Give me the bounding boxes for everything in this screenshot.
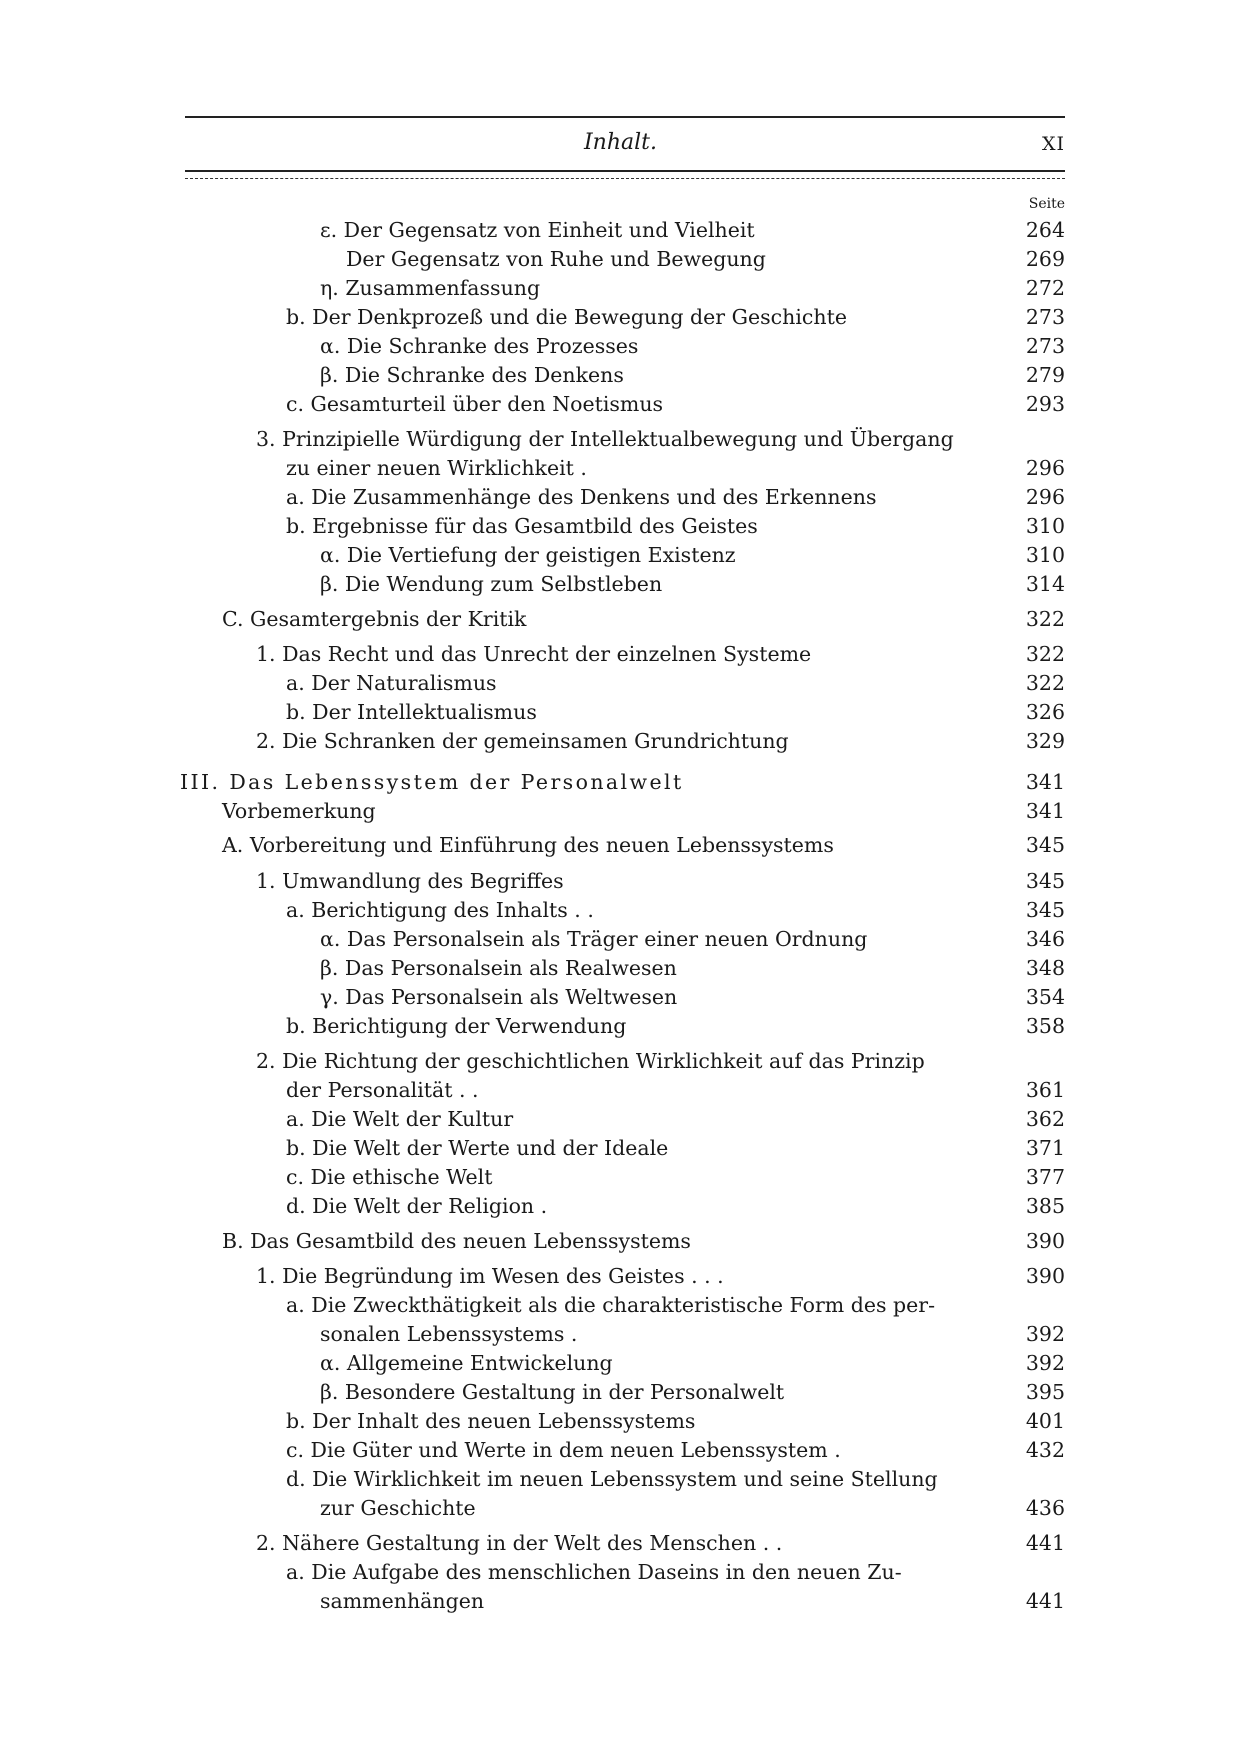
seite-label: Seite <box>1028 196 1065 212</box>
toc-entry <box>0 639 1241 669</box>
toc-entry <box>0 767 1241 797</box>
header-rule-top <box>185 116 1065 118</box>
toc-entry-page: 395 <box>1025 1380 1065 1404</box>
toc-entry-page: 358 <box>1025 1014 1065 1038</box>
toc-entry <box>0 1133 1241 1163</box>
toc-entry-page: 385 <box>1025 1194 1065 1218</box>
toc-entry <box>0 1046 1241 1076</box>
toc-entry <box>0 1557 1241 1587</box>
toc-entry-text: β. Besondere Gestaltung in der Personalwelt <box>320 1380 785 1404</box>
toc-entry-text: β. Das Personalsein als Realwesen <box>320 956 677 980</box>
toc-entry-text: β. Die Wendung zum Selbstleben <box>320 572 663 596</box>
toc-entry-text: b. Der Intellektualismus <box>286 700 537 724</box>
toc-entry <box>0 360 1241 390</box>
toc-entry <box>0 424 1241 454</box>
toc-entry-page: 354 <box>1025 985 1065 1009</box>
toc-entry-text: 3. Prinzipielle Würdigung der Intellektualbewegung und Übergang <box>256 427 954 451</box>
toc-entry-text: a. Der Naturalismus <box>286 671 497 695</box>
toc-entry-text: β. Die Schranke des Denkens <box>320 363 624 387</box>
toc-entry-text: der Personalität . . <box>286 1078 479 1102</box>
toc-entry <box>0 1226 1241 1256</box>
toc-entry-page: 348 <box>1025 956 1065 980</box>
toc-entry-text: a. Die Zusammenhänge des Denkens und des Erkennens <box>286 485 877 509</box>
toc-entry-page: 361 <box>1025 1078 1065 1102</box>
toc-entry-text: A. Vorbereitung und Einführung des neuen Lebenssystems <box>222 833 834 857</box>
toc-entry-text: α. Das Personalsein als Träger einer neuen Ordnung <box>320 927 868 951</box>
toc-entry-page: 269 <box>1025 247 1065 271</box>
toc-entry-text: 2. Nähere Gestaltung in der Welt des Menschen . . <box>256 1531 783 1555</box>
toc-entry <box>0 1493 1241 1523</box>
toc-entry-text: a. Die Welt der Kultur <box>286 1107 514 1131</box>
toc-entry-page: 296 <box>1025 485 1065 509</box>
toc-entry-text: γ. Das Personalsein als Weltwesen <box>320 985 678 1009</box>
toc-entry <box>0 697 1241 727</box>
toc-entry-text: C. Gesamtergebnis der Kritik <box>222 607 527 631</box>
toc-entry-page: 273 <box>1025 334 1065 358</box>
toc-entry-page: 322 <box>1025 642 1065 666</box>
toc-entry-text: ε. Der Gegensatz von Einheit und Vielheit <box>320 218 755 242</box>
toc-entry-page: 432 <box>1025 1438 1065 1462</box>
toc-entry-page: 293 <box>1025 392 1065 416</box>
toc-entry <box>0 215 1241 245</box>
toc-entry-page: 345 <box>1025 898 1065 922</box>
toc-entry <box>0 668 1241 698</box>
toc-entry <box>0 244 1241 274</box>
toc-entry-page: 322 <box>1025 671 1065 695</box>
toc-entry <box>0 726 1241 756</box>
toc-entry <box>0 331 1241 361</box>
toc-entry <box>0 796 1241 826</box>
toc-entry <box>0 1191 1241 1221</box>
toc-entry-text: sammenhängen <box>320 1589 485 1613</box>
toc-entry <box>0 1348 1241 1378</box>
toc-entry-text: d. Die Wirklichkeit im neuen Lebenssystem und seine Stellung <box>286 1467 938 1491</box>
toc-entry-page: 322 <box>1025 607 1065 631</box>
toc-entry <box>0 1162 1241 1192</box>
toc-entry-page: 272 <box>1025 276 1065 300</box>
header-rule-dashed <box>185 178 1065 179</box>
toc-entry-page: 390 <box>1025 1229 1065 1253</box>
toc-entry-text: η. Zusammenfassung <box>320 276 541 300</box>
toc-entry-page: 377 <box>1025 1165 1065 1189</box>
toc-entry-page: 341 <box>1025 799 1065 823</box>
toc-entry-text: b. Berichtigung der Verwendung <box>286 1014 627 1038</box>
toc-entry-page: 273 <box>1025 305 1065 329</box>
toc-entry-text: b. Die Welt der Werte und der Ideale <box>286 1136 669 1160</box>
toc-entry-text: B. Das Gesamtbild des neuen Lebenssystems <box>222 1229 691 1253</box>
toc-entry-text: Vorbemerkung <box>222 799 376 823</box>
toc-entry-page: 310 <box>1025 543 1065 567</box>
toc-entry-text: a. Berichtigung des Inhalts . . <box>286 898 594 922</box>
toc-entry-text: sonalen Lebenssystems . <box>320 1322 578 1346</box>
toc-entry <box>0 1104 1241 1134</box>
toc-entry-page: 401 <box>1025 1409 1065 1433</box>
toc-entry-page: 392 <box>1025 1351 1065 1375</box>
header-rule-bottom <box>185 170 1065 172</box>
toc-entry-page: 345 <box>1025 869 1065 893</box>
toc-entry-page: 310 <box>1025 514 1065 538</box>
toc-entry-page: 371 <box>1025 1136 1065 1160</box>
toc-entry-text: c. Die ethische Welt <box>286 1165 493 1189</box>
toc-entry <box>0 1464 1241 1494</box>
toc-entry <box>0 482 1241 512</box>
toc-entry-page: 441 <box>1025 1531 1065 1555</box>
toc-entry <box>0 1011 1241 1041</box>
toc-entry-page: 436 <box>1025 1496 1065 1520</box>
toc-entry <box>0 511 1241 541</box>
toc-entry-page: 345 <box>1025 833 1065 857</box>
toc-entry-text: III. Das Lebenssystem der Personalwelt <box>180 770 684 794</box>
toc-entry-text: d. Die Welt der Religion . <box>286 1194 548 1218</box>
toc-entry-page: 329 <box>1025 729 1065 753</box>
toc-entry <box>0 1075 1241 1105</box>
toc-entry <box>0 1406 1241 1436</box>
toc-entry-text: zur Geschichte <box>320 1496 476 1520</box>
page-number: XI <box>1041 133 1065 155</box>
toc-entry-text: zu einer neuen Wirklichkeit . <box>286 456 587 480</box>
toc-entry <box>0 830 1241 860</box>
toc-entry <box>0 895 1241 925</box>
toc-entry-page: 390 <box>1025 1264 1065 1288</box>
toc-entry-text: 1. Das Recht und das Unrecht der einzelnen Systeme <box>256 642 812 666</box>
toc-entry-text: 2. Die Richtung der geschichtlichen Wirklichkeit auf das Prinzip <box>256 1049 925 1073</box>
page-title: Inhalt. <box>583 130 657 155</box>
toc-entry <box>0 1586 1241 1616</box>
toc-entry <box>0 540 1241 570</box>
toc-entry <box>0 953 1241 983</box>
toc-entry <box>0 389 1241 419</box>
toc-entry <box>0 866 1241 896</box>
toc-entry <box>0 453 1241 483</box>
toc-entry <box>0 1435 1241 1465</box>
toc-entry <box>0 924 1241 954</box>
toc-entry-page: 441 <box>1025 1589 1065 1613</box>
toc-entry-text: a. Die Aufgabe des menschlichen Daseins in den neuen Zu- <box>286 1560 902 1584</box>
toc-entry-page: 341 <box>1025 770 1065 794</box>
toc-entry <box>0 1377 1241 1407</box>
toc-entry-text: a. Die Zweckthätigkeit als die charakteristische Form des per- <box>286 1293 936 1317</box>
toc-entry-page: 279 <box>1025 363 1065 387</box>
toc-entry-text: α. Die Vertiefung der geistigen Existenz <box>320 543 736 567</box>
toc-entry <box>0 1261 1241 1291</box>
toc-entry-text: α. Allgemeine Entwickelung <box>320 1351 613 1375</box>
toc-entry-text: b. Der Inhalt des neuen Lebenssystems <box>286 1409 696 1433</box>
toc-entry <box>0 604 1241 634</box>
toc-entry-text: b. Ergebnisse für das Gesamtbild des Geistes <box>286 514 758 538</box>
toc-entry-page: 392 <box>1025 1322 1065 1346</box>
toc-entry-text: 1. Umwandlung des Begriffes <box>256 869 564 893</box>
toc-entry-page: 296 <box>1025 456 1065 480</box>
toc-entry <box>0 1319 1241 1349</box>
toc-entry-text: c. Gesamturteil über den Noetismus <box>286 392 664 416</box>
toc-entry-page: 314 <box>1025 572 1065 596</box>
toc-entry <box>0 302 1241 332</box>
toc-entry-text: 2. Die Schranken der gemeinsamen Grundrichtung <box>256 729 789 753</box>
toc-entry <box>0 982 1241 1012</box>
toc-entry-text: Der Gegensatz von Ruhe und Bewegung <box>346 247 766 271</box>
toc-entry-text: α. Die Schranke des Prozesses <box>320 334 639 358</box>
toc-entry <box>0 1528 1241 1558</box>
toc-entry-page: 362 <box>1025 1107 1065 1131</box>
toc-entry-text: c. Die Güter und Werte in dem neuen Lebenssystem . <box>286 1438 841 1462</box>
toc-entry-page: 264 <box>1025 218 1065 242</box>
toc-entry-text: b. Der Denkprozeß und die Bewegung der Geschichte <box>286 305 847 329</box>
toc-entry <box>0 569 1241 599</box>
toc-entry-text: 1. Die Begründung im Wesen des Geistes . . . <box>256 1264 724 1288</box>
toc-entry <box>0 273 1241 303</box>
toc-entry-page: 346 <box>1025 927 1065 951</box>
toc-entry <box>0 1290 1241 1320</box>
toc-entry-page: 326 <box>1025 700 1065 724</box>
